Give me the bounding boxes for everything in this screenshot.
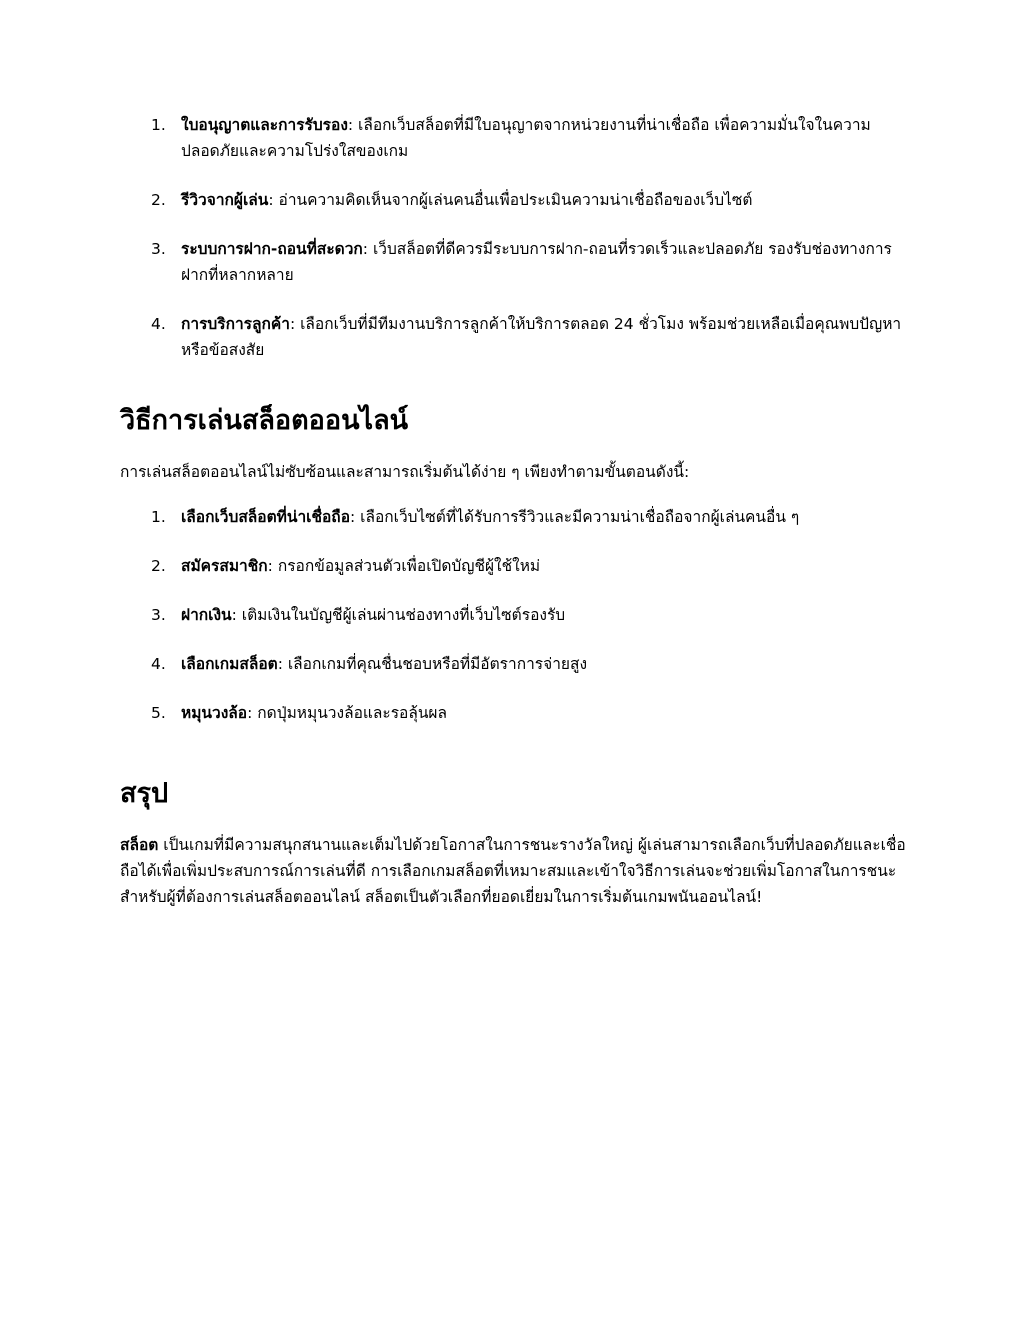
list-item [120, 602, 910, 628]
list-number: 2. [151, 191, 166, 209]
list-number: 2. [151, 557, 166, 575]
list-item [120, 553, 910, 579]
section-heading-summary: สรุป [120, 778, 169, 809]
list-item [120, 187, 910, 213]
section-heading-howto: วิธีการเล่นสล็อตออนไลน์ [120, 405, 409, 436]
list-term: สมัครสมาชิก [181, 557, 268, 575]
steps-list [120, 504, 910, 726]
list-text: : อ่านความคิดเห็นจากผู้เล่นคนอื่นเพื่อประเมินความน่าเชื่อถือของเว็บไซต์ [268, 191, 753, 209]
list-term: รีวิวจากผู้เล่น [181, 191, 269, 209]
list-term: เลือกเกมสล็อต [181, 655, 278, 673]
summary-text: เป็นเกมที่มีความสนุกสนานและเต็มไปด้วยโอกาสในการชนะรางวัลใหญ่ ผู้เล่นสามารถเลือกเว็บที่ปลอดภัยและเชื่อถือได้เพื่อเพิ่มประสบการณ์การเล่นที่ดี การเลือกเกมสล็อตที่เหมาะสมและเข้าใจวิธีการเล่นจะช่วยเพิ่มโอกาสในการชนะ สำหรับผู้ที่ต้องการเล่นสล็อตออนไลน์ สล็อตเป็นตัวเลือกที่ยอดเยี่ยมในการเริ่มต้นเกมพนันออนไลน์! [120, 836, 906, 906]
list-number: 1. [151, 508, 166, 526]
list-number: 4. [151, 655, 166, 673]
list-number: 4. [151, 315, 166, 333]
summary-term: สล็อต [120, 836, 159, 854]
list-item [120, 112, 910, 164]
list-text: : เลือกเว็บไซต์ที่ได้รับการรีวิวและมีความน่าเชื่อถือจากผู้เล่นคนอื่น ๆ [350, 508, 800, 526]
list-number: 1. [151, 116, 166, 134]
list-number: 3. [151, 240, 166, 258]
list-term: การบริการลูกค้า [181, 315, 290, 333]
list-item [120, 311, 910, 363]
document-content [120, 112, 910, 929]
list-text: : กรอกข้อมูลส่วนตัวเพื่อเปิดบัญชีผู้ใช้ใหม่ [267, 557, 541, 575]
list-term: ระบบการฝาก-ถอนที่สะดวก [181, 240, 363, 258]
summary-paragraph [120, 832, 910, 910]
criteria-list [120, 112, 910, 363]
list-number: 5. [151, 704, 166, 722]
list-term: ฝากเงิน [181, 606, 232, 624]
list-text: : เลือกเว็บที่มีทีมงานบริการลูกค้าให้บริการตลอด 24 ชั่วโมง พร้อมช่วยเหลือเมื่อคุณพบปัญหาหรือข้อสงสัย [181, 315, 902, 359]
list-text: : เลือกเกมที่คุณชื่นชอบหรือที่มีอัตราการจ่ายสูง [277, 655, 588, 673]
howto-intro: การเล่นสล็อตออนไลน์ไม่ซับซ้อนและสามารถเริ่มต้นได้ง่าย ๆ เพียงทำตามขั้นตอนดังนี้: [120, 463, 690, 481]
list-number: 3. [151, 606, 166, 624]
list-item [120, 700, 910, 726]
list-item [120, 504, 910, 530]
list-item [120, 651, 910, 677]
list-text: : กดปุ่มหมุนวงล้อและรอลุ้นผล [247, 704, 448, 722]
list-term: เลือกเว็บสล็อตที่น่าเชื่อถือ [181, 508, 351, 526]
list-text: : เลือกเว็บสล็อตที่มีใบอนุญาตจากหน่วยงานที่น่าเชื่อถือ เพื่อความมั่นใจในความปลอดภัยและความโปร่งใสของเกม [181, 116, 871, 160]
list-text: : เว็บสล็อตที่ดีควรมีระบบการฝาก-ถอนที่รวดเร็วและปลอดภัย รองรับช่องทางการฝากที่หลากหลาย [181, 240, 892, 284]
list-text: : เติมเงินในบัญชีผู้เล่นผ่านช่องทางที่เว็บไซต์รองรับ [231, 606, 566, 624]
list-item [120, 236, 910, 288]
list-term: ใบอนุญาตและการรับรอง [181, 116, 348, 134]
list-term: หมุนวงล้อ [181, 704, 248, 722]
